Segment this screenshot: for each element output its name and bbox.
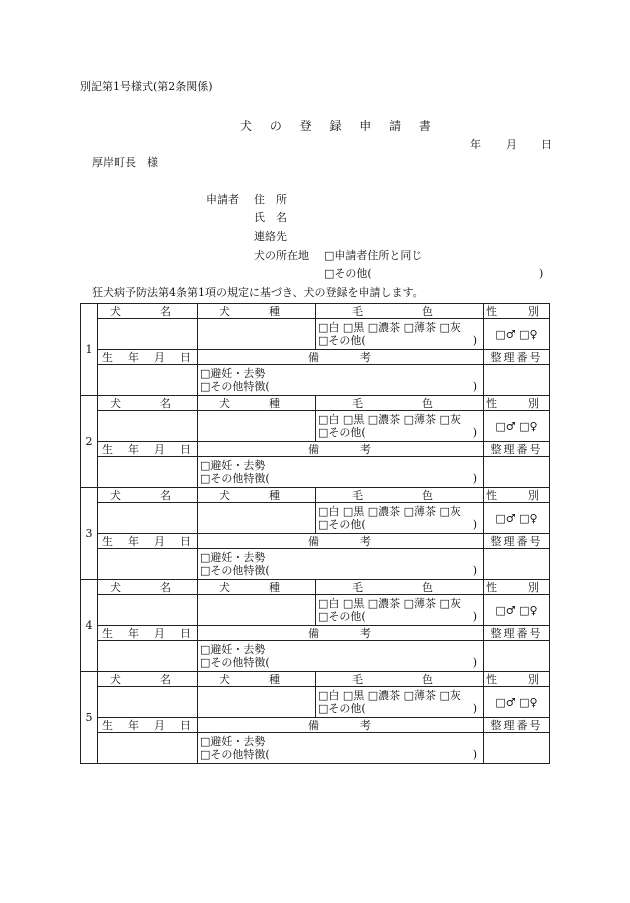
- breed-field[interactable]: [198, 411, 316, 442]
- dog-number: 5: [81, 672, 98, 764]
- dog-subheader-row: [81, 626, 550, 641]
- dog-subheader-row: [81, 350, 550, 365]
- coat-other-close: ): [472, 426, 477, 439]
- dog-header-row: [81, 396, 550, 411]
- coat-options[interactable]: □白 □黒 □濃茶 □薄茶 □灰: [318, 597, 461, 610]
- dog-number: 3: [81, 488, 98, 580]
- name-label: 氏 名: [254, 211, 287, 224]
- dog-subheader-row: [81, 442, 550, 457]
- reg-no-field[interactable]: [484, 733, 550, 764]
- dog-name-header: 犬 名: [98, 672, 198, 687]
- birth-header: 生 年 月 日: [98, 626, 198, 641]
- coat-other-option[interactable]: [318, 702, 481, 715]
- birth-header: 生 年 月 日: [98, 350, 198, 365]
- dog-input-row: [81, 503, 550, 534]
- date-day-label: 日: [541, 138, 552, 151]
- sex-header: 性 別: [484, 396, 550, 411]
- sex-header: 性 別: [484, 580, 550, 595]
- other-features-close: ): [472, 564, 477, 577]
- breed-header: 犬 種: [198, 672, 316, 687]
- coat-field[interactable]: [316, 503, 484, 534]
- applicant-heading: 申請者: [206, 193, 239, 206]
- coat-options[interactable]: □白 □黒 □濃茶 □薄茶 □灰: [318, 321, 461, 334]
- remarks-field[interactable]: [198, 549, 484, 580]
- contact-label: 連絡先: [254, 230, 287, 243]
- dog-location-label: 犬の所在地: [254, 249, 309, 262]
- coat-other-option[interactable]: [318, 610, 481, 623]
- dog-subheader-row: [81, 534, 550, 549]
- remarks-header: 備 考: [198, 626, 484, 641]
- birth-field[interactable]: [98, 641, 198, 672]
- dog-name-field[interactable]: [98, 503, 198, 534]
- coat-other-close: ): [472, 518, 477, 531]
- dog-name-header: 犬 名: [98, 396, 198, 411]
- other-features-label: □その他特徴(: [200, 656, 270, 669]
- other-features-option[interactable]: [200, 472, 481, 485]
- location-same-checkbox[interactable]: □申請者住所と同じ: [324, 249, 423, 262]
- reg-no-field[interactable]: [484, 641, 550, 672]
- coat-field[interactable]: [316, 319, 484, 350]
- coat-header: 毛 色: [316, 672, 484, 687]
- remarks-field[interactable]: [198, 457, 484, 488]
- reg-no-field[interactable]: [484, 549, 550, 580]
- other-features-label: □その他特徴(: [200, 748, 270, 761]
- dog-name-header: 犬 名: [98, 488, 198, 503]
- dog-number: 1: [81, 304, 98, 396]
- reg-no-header: 整理番号: [484, 626, 550, 641]
- coat-other-option[interactable]: [318, 518, 481, 531]
- breed-header: 犬 種: [198, 488, 316, 503]
- dog-detail-row: [81, 733, 550, 764]
- spay-neuter-option[interactable]: □避妊・去勢: [200, 643, 266, 656]
- coat-field[interactable]: [316, 411, 484, 442]
- coat-other-label: □その他(: [318, 610, 366, 623]
- spay-neuter-option[interactable]: □避妊・去勢: [200, 459, 266, 472]
- sex-header: 性 別: [484, 672, 550, 687]
- dog-input-row: [81, 687, 550, 718]
- remarks-field[interactable]: [198, 641, 484, 672]
- birth-field[interactable]: [98, 733, 198, 764]
- coat-other-label: □その他(: [318, 334, 366, 347]
- birth-header: 生 年 月 日: [98, 442, 198, 457]
- breed-header: 犬 種: [198, 396, 316, 411]
- dog-detail-row: [81, 457, 550, 488]
- breed-field[interactable]: [198, 319, 316, 350]
- coat-other-label: □その他(: [318, 702, 366, 715]
- remarks-field[interactable]: [198, 733, 484, 764]
- dog-name-header: 犬 名: [98, 304, 198, 319]
- coat-other-close: ): [472, 334, 477, 347]
- dog-detail-row: [81, 365, 550, 396]
- other-features-option[interactable]: [200, 748, 481, 761]
- sex-options[interactable]: □♂ □♀: [484, 319, 550, 350]
- spay-neuter-option[interactable]: □避妊・去勢: [200, 551, 266, 564]
- remarks-header: 備 考: [198, 442, 484, 457]
- dog-number: 2: [81, 396, 98, 488]
- coat-header: 毛 色: [316, 580, 484, 595]
- dog-header-row: [81, 580, 550, 595]
- coat-field[interactable]: [316, 595, 484, 626]
- dog-detail-row: [81, 641, 550, 672]
- dog-input-row: [81, 319, 550, 350]
- dog-header-row: [81, 488, 550, 503]
- coat-options[interactable]: □白 □黒 □濃茶 □薄茶 □灰: [318, 505, 461, 518]
- other-features-option[interactable]: [200, 380, 481, 393]
- reg-no-header: 整理番号: [484, 534, 550, 549]
- date-month-label: 月: [506, 138, 517, 151]
- dog-registration-table: [80, 303, 550, 764]
- dog-input-row: [81, 595, 550, 626]
- statement-text: 狂犬病予防法第4条第1項の規定に基づき、犬の登録を申請します。: [92, 286, 424, 299]
- coat-other-close: ): [472, 702, 477, 715]
- coat-options[interactable]: □白 □黒 □濃茶 □薄茶 □灰: [318, 413, 461, 426]
- dog-subheader-row: [81, 718, 550, 733]
- date-year-label: 年: [470, 138, 481, 151]
- breed-field[interactable]: [198, 503, 316, 534]
- reg-no-header: 整理番号: [484, 718, 550, 733]
- birth-field[interactable]: [98, 365, 198, 396]
- dog-name-field[interactable]: [98, 595, 198, 626]
- dog-name-field[interactable]: [98, 319, 198, 350]
- other-features-close: ): [472, 380, 477, 393]
- location-other-checkbox[interactable]: □その他(: [324, 267, 372, 280]
- location-other-close: ): [539, 267, 544, 280]
- dog-name-field[interactable]: [98, 411, 198, 442]
- other-features-close: ): [472, 748, 477, 761]
- remarks-header: 備 考: [198, 718, 484, 733]
- sex-options[interactable]: □♂ □♀: [484, 595, 550, 626]
- coat-header: 毛 色: [316, 396, 484, 411]
- coat-header: 毛 色: [316, 304, 484, 319]
- dog-name-header: 犬 名: [98, 580, 198, 595]
- remarks-header: 備 考: [198, 350, 484, 365]
- birth-field[interactable]: [98, 549, 198, 580]
- birth-header: 生 年 月 日: [98, 534, 198, 549]
- spay-neuter-option[interactable]: □避妊・去勢: [200, 367, 266, 380]
- coat-other-close: ): [472, 610, 477, 623]
- reg-no-field[interactable]: [484, 457, 550, 488]
- sex-options[interactable]: □♂ □♀: [484, 411, 550, 442]
- reg-no-field[interactable]: [484, 365, 550, 396]
- reg-no-header: 整理番号: [484, 442, 550, 457]
- dog-header-row: [81, 304, 550, 319]
- sex-header: 性 別: [484, 488, 550, 503]
- breed-header: 犬 種: [198, 304, 316, 319]
- breed-field[interactable]: [198, 687, 316, 718]
- reg-no-header: 整理番号: [484, 350, 550, 365]
- other-features-label: □その他特徴(: [200, 472, 270, 485]
- other-features-option[interactable]: [200, 656, 481, 669]
- coat-other-label: □その他(: [318, 518, 366, 531]
- dog-number: 4: [81, 580, 98, 672]
- dog-input-row: [81, 411, 550, 442]
- other-features-label: □その他特徴(: [200, 564, 270, 577]
- coat-options[interactable]: □白 □黒 □濃茶 □薄茶 □灰: [318, 689, 461, 702]
- birth-field[interactable]: [98, 457, 198, 488]
- breed-field[interactable]: [198, 595, 316, 626]
- birth-header: 生 年 月 日: [98, 718, 198, 733]
- other-features-close: ): [472, 656, 477, 669]
- sex-options[interactable]: □♂ □♀: [484, 687, 550, 718]
- address-label: 住 所: [254, 193, 287, 206]
- other-features-option[interactable]: [200, 564, 481, 577]
- other-features-label: □その他特徴(: [200, 380, 270, 393]
- form-title: 犬 の 登 録 申 請 書: [240, 119, 438, 133]
- remarks-field[interactable]: [198, 365, 484, 396]
- coat-other-option[interactable]: [318, 334, 481, 347]
- addressee: 厚岸町長 様: [92, 156, 158, 169]
- sex-options[interactable]: □♂ □♀: [484, 503, 550, 534]
- other-features-close: ): [472, 472, 477, 485]
- coat-other-label: □その他(: [318, 426, 366, 439]
- spay-neuter-option[interactable]: □避妊・去勢: [200, 735, 266, 748]
- dog-name-field[interactable]: [98, 687, 198, 718]
- remarks-header: 備 考: [198, 534, 484, 549]
- sex-header: 性 別: [484, 304, 550, 319]
- dog-detail-row: [81, 549, 550, 580]
- dog-header-row: [81, 672, 550, 687]
- coat-other-option[interactable]: [318, 426, 481, 439]
- breed-header: 犬 種: [198, 580, 316, 595]
- form-label: 別記第1号様式(第2条関係): [80, 80, 213, 93]
- coat-header: 毛 色: [316, 488, 484, 503]
- coat-field[interactable]: [316, 687, 484, 718]
